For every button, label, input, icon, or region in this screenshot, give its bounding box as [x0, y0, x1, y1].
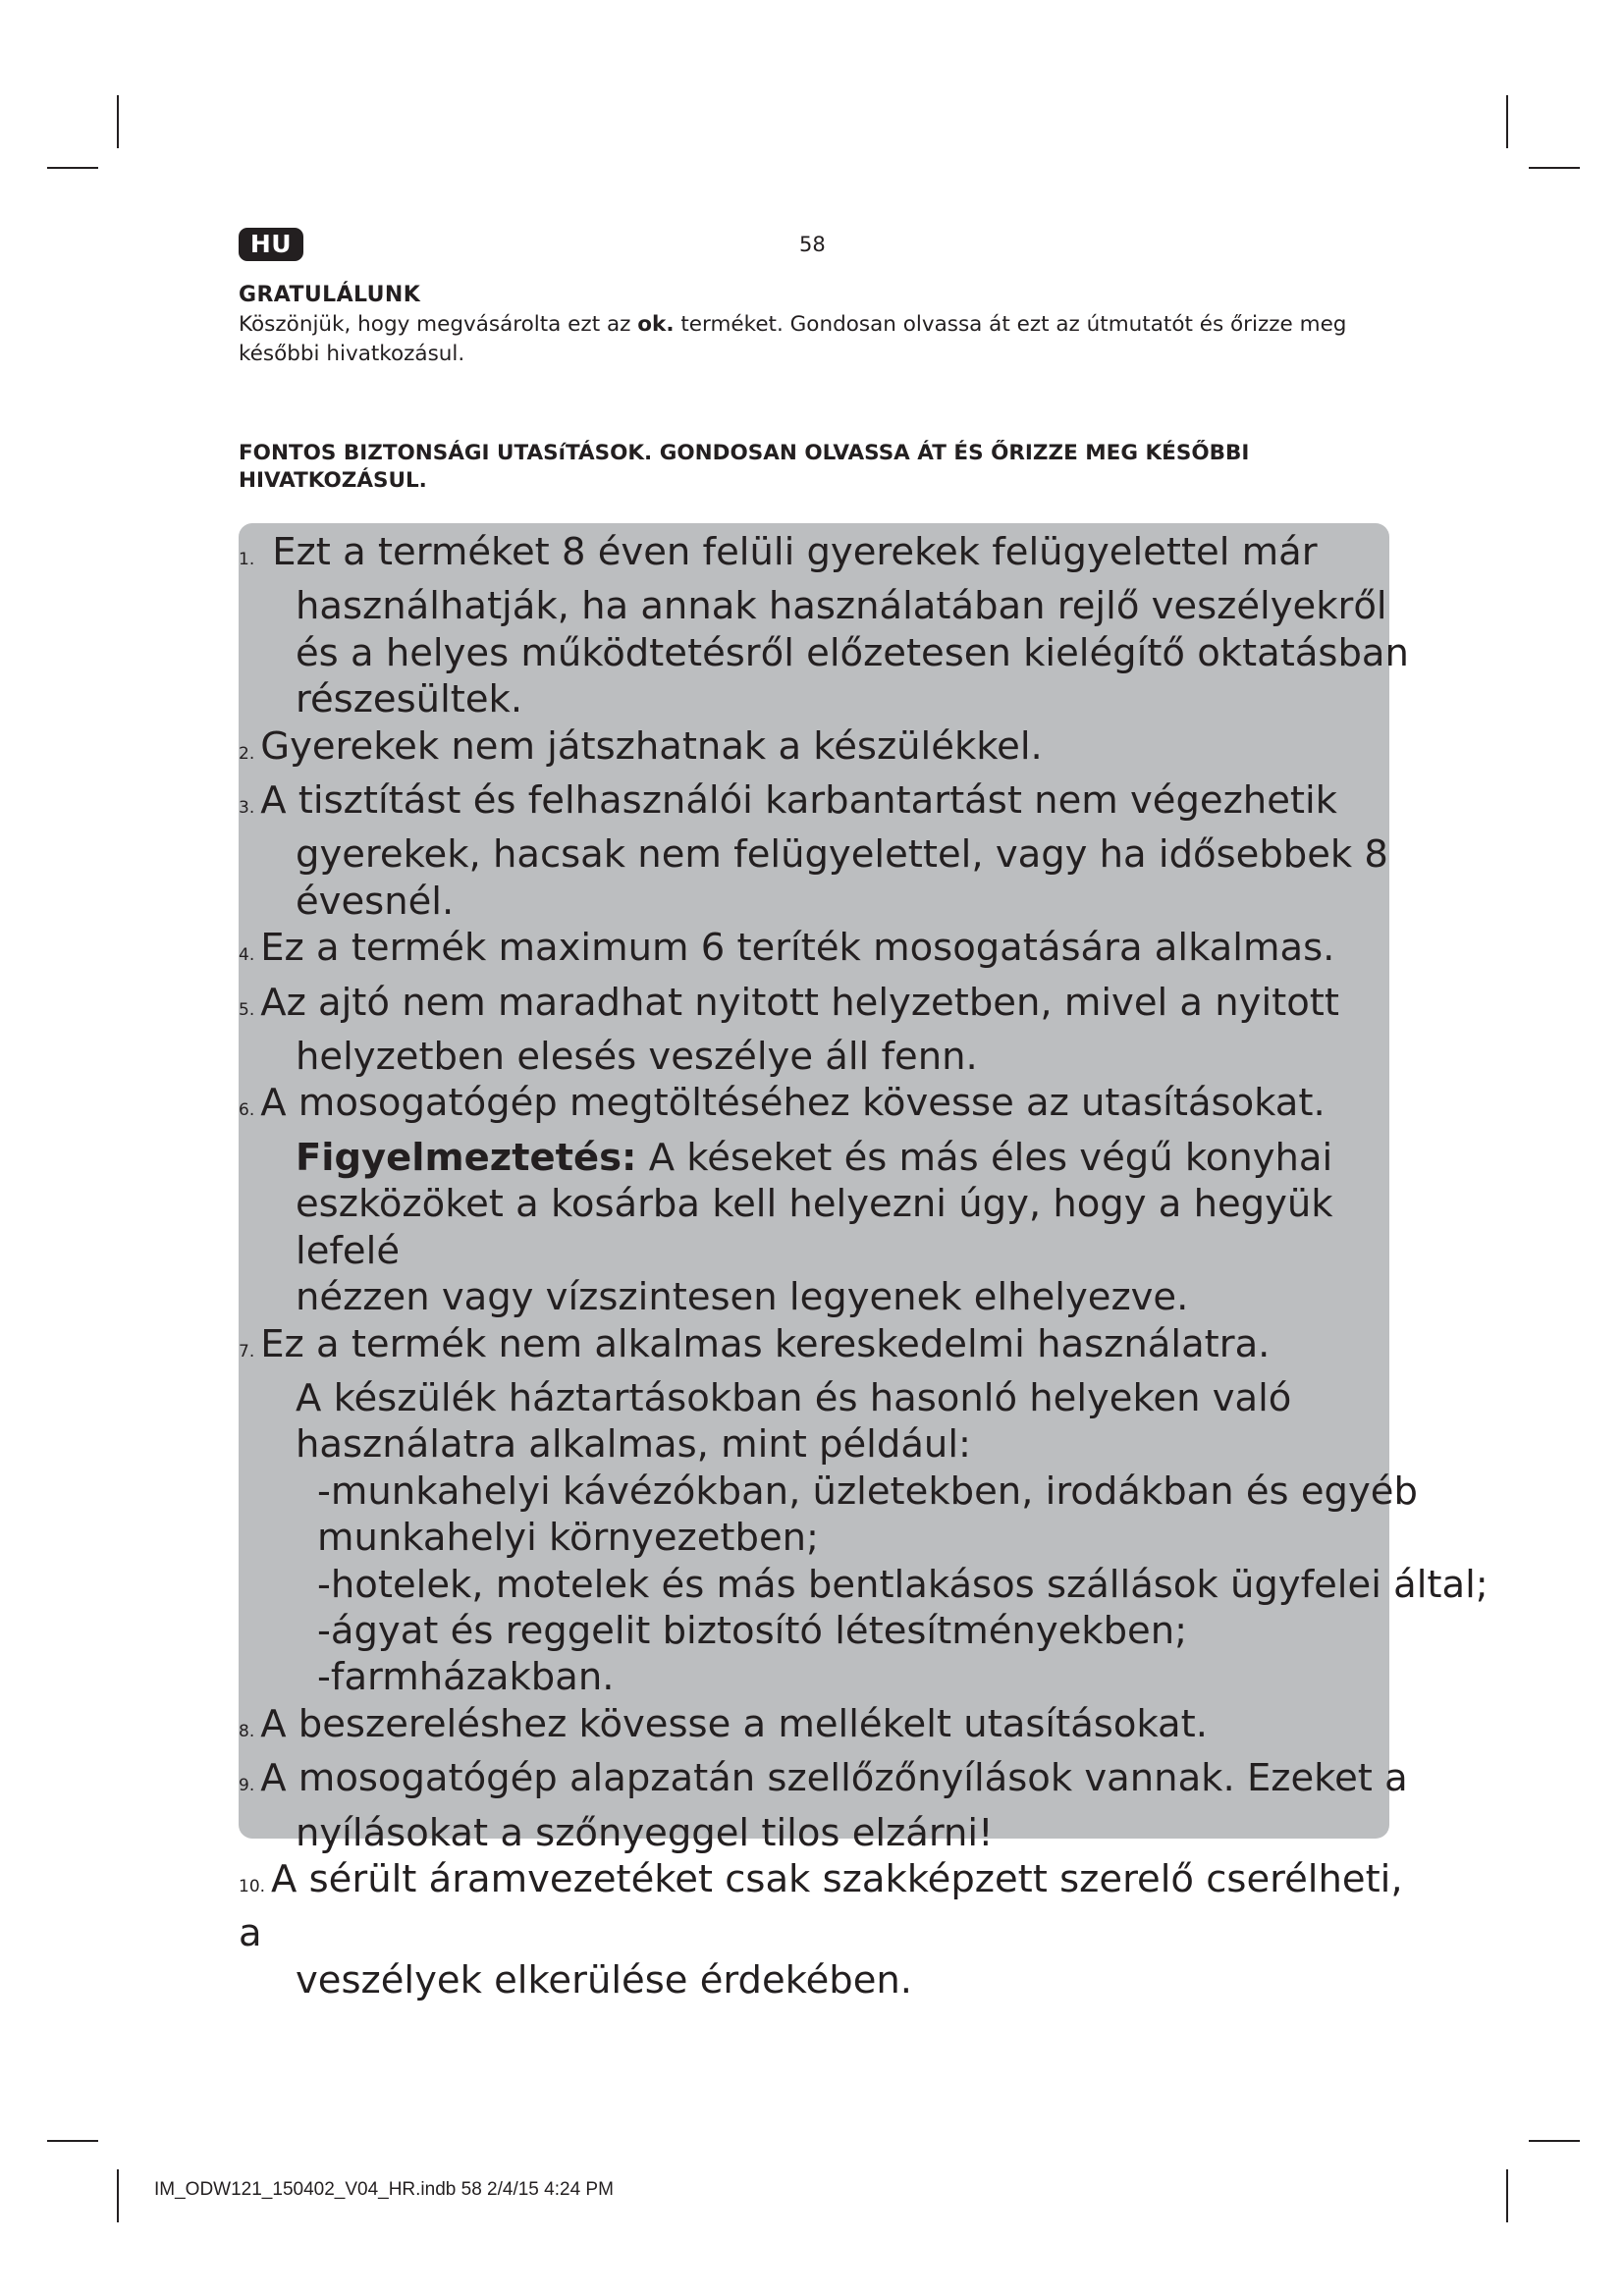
item-number: 7. — [239, 1341, 255, 1362]
list-item: 10. A sérült áramvezetéket csak szakképzett szerelő cserélheti, a veszélyek elkerülése érdekében. — [239, 1856, 1403, 2002]
list-item: 2. Gyerekek nem játszhatnak a készülékkel. — [239, 723, 1417, 777]
safety-instructions-list — [239, 529, 1489, 2003]
item-number: 8. — [239, 1721, 255, 1741]
item-number: 5. — [239, 999, 255, 1020]
item-number: 1. — [239, 550, 255, 569]
item-number: 2. — [239, 743, 255, 764]
congrats-heading: GRATULÁLUNK — [239, 283, 421, 307]
list-item: 1. Ezt a terméket 8 éven felüli gyerekek felügyelettel már használhatják, ha annak használatában rejlő veszélyekről és a helyes működtetésről előzetesen kielégítő oktatásban részesültek. — [239, 530, 1409, 722]
crop-mark — [47, 2140, 98, 2142]
crop-mark — [117, 95, 119, 148]
list-item: 9. A mosogatógép alapzatán szellőzőnyílások vannak. Ezeket a nyílásokat a szőnyeggel tilos elzárni! — [239, 1756, 1408, 1855]
intro-paragraph: Köszönjük, hogy megvásárolta ezt az ok. terméket. Gondosan olvassa át ezt az útmutatót és őrizze meg későbbi hivatkozásul. — [239, 312, 1347, 366]
crop-mark — [1529, 2140, 1580, 2142]
language-badge: HU — [239, 228, 303, 261]
warning-label: Figyelmeztetés: — [296, 1135, 637, 1180]
list-item: 4. Ez a termék maximum 6 teríték mosogatására alkalmas. — [239, 925, 1417, 979]
list-item: 5. Az ajtó nem maradhat nyitott helyzetben, mivel a nyitott helyzetben elesés veszélye áll fenn. — [239, 980, 1339, 1080]
item-number: 9. — [239, 1776, 255, 1796]
print-info: IM_ODW121_150402_V04_HR.indb 58 2/4/15 4:24 PM — [154, 2179, 614, 2200]
page-number: 58 — [799, 233, 826, 256]
item-number: 6. — [239, 1100, 255, 1121]
list-item: 8. A beszereléshez kövesse a mellékelt utasításokat. — [239, 1701, 1417, 1755]
brand-name: ok. — [637, 312, 675, 337]
crop-mark — [117, 2169, 119, 2222]
safety-heading: FONTOS BIZTONSÁGI UTASíTÁSOK. GONDOSAN OLVASSA ÁT ÉS ŐRIZZE MEG KÉSŐBBI HIVATKOZÁSUL. — [239, 441, 1250, 493]
item-number: 4. — [239, 945, 255, 966]
list-item: 7. Ez a termék nem alkalmas kereskedelmi használatra. A készülék háztartásokban és hasonló helyeken való használatra alkalmas, mint például: -munkahelyi kávézókban, üzletekben, irodákban és egyéb munkahelyi környezetben; -hotelek, motelek és más bentlakásos szállások ügyfelei által; -ágyat és reggelit biztosító létesítményekben; -farmházakban. — [239, 1321, 1489, 1700]
crop-mark — [1506, 95, 1508, 148]
crop-mark — [1506, 2169, 1508, 2222]
list-item: 3. A tisztítást és felhasználói karbantartást nem végezhetik gyerekek, hacsak nem felügyelettel, vagy ha idősebbek 8 évesnél. — [239, 778, 1388, 924]
item-number: 3. — [239, 798, 255, 819]
crop-mark — [1529, 167, 1580, 169]
item-number: 10. — [239, 1876, 266, 1896]
list-item: 6. A mosogatógép megtöltéséhez kövesse az utasításokat. Figyelmeztetés: A késeket és más éles végű konyhai eszközöket a kosárba kell helyezni úgy, hogy a hegyük lefelé nézzen vagy vízszintesen legyenek elhelyezve. — [239, 1081, 1333, 1320]
crop-mark — [47, 167, 98, 169]
